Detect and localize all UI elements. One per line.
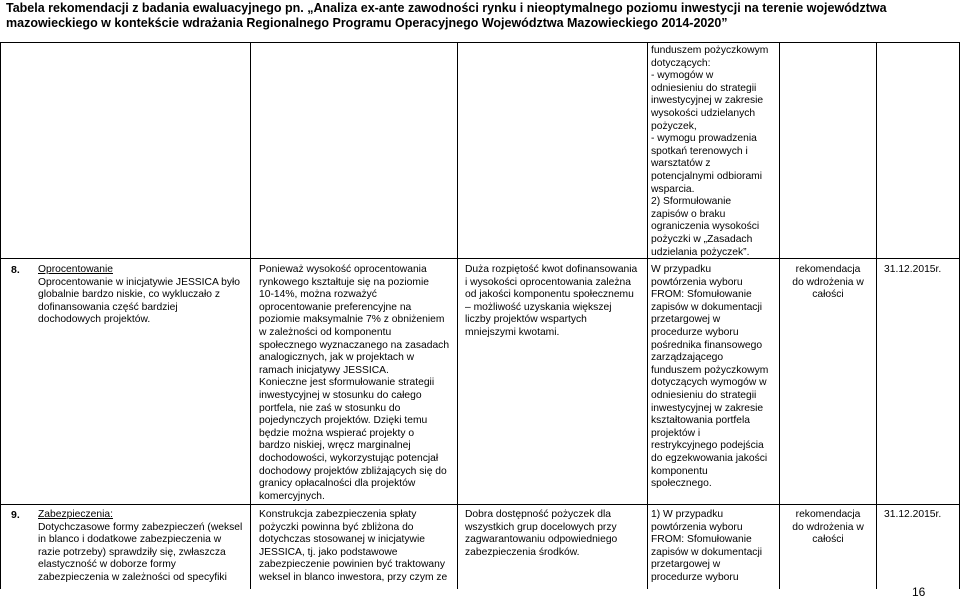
text-line: funduszem pożyczkowym bbox=[651, 364, 769, 376]
text-line: mniejszymi kwotami. bbox=[465, 327, 560, 338]
text-line: pożyczki w „Zasadach bbox=[651, 234, 753, 245]
text-line: 1) W przypadku bbox=[651, 509, 724, 520]
text-line: całości bbox=[812, 534, 844, 546]
text-line: do wdrożenia w bbox=[792, 521, 864, 533]
column-divider bbox=[779, 42, 780, 589]
text-line: FROM: Sfomułowanie bbox=[651, 534, 752, 546]
row-title: Zabezpieczenia: bbox=[38, 509, 113, 520]
text-line: komercyjnych. bbox=[259, 490, 325, 502]
text-line: rekomendacja bbox=[795, 264, 861, 275]
text-line: przetargowej w bbox=[651, 559, 721, 571]
text-line: ramach inicjatywy JESSICA. bbox=[259, 364, 389, 376]
text-line: do wdrożenia w bbox=[792, 276, 864, 288]
text-line: do egzekwowania jakości bbox=[651, 453, 768, 464]
row-divider bbox=[0, 504, 960, 505]
text-line: społecznego wyznaczanego na zasadach bbox=[259, 339, 450, 351]
text-line: dochodowy projektów zbliżających się do bbox=[259, 465, 447, 477]
text-line: odniesieniu do strategii bbox=[651, 390, 757, 401]
text-line: Oprocentowanie w inicjatywie JESSICA było bbox=[38, 276, 241, 288]
text-line: całości bbox=[812, 289, 844, 301]
row-number: 9. bbox=[11, 509, 20, 521]
row-divider bbox=[0, 258, 960, 259]
text-line: od jakości komponentu społecznemu bbox=[465, 289, 634, 301]
header-line-1: Tabela rekomendacji z badania ewaluacyjnego pn. „Analiza ex-ante zawodności rynku i nieoptymalnego poziomu inwestycji na terenie województwa bbox=[6, 1, 887, 15]
text-line: – możliwość uzyskania większej bbox=[465, 301, 612, 313]
text-line: zapisów w dokumentacji bbox=[651, 301, 763, 313]
text-line: komponentu bbox=[651, 465, 708, 477]
text-line: dotychczas stosowanej w inicjatywie bbox=[259, 534, 425, 546]
page-number: 16 bbox=[912, 585, 926, 599]
text-line: zagwarantowaniu odpowiedniego bbox=[465, 534, 618, 546]
text-line: procedurze wyboru bbox=[651, 327, 739, 338]
text-line: dochodowości, wykorzystując potencjał bbox=[259, 453, 439, 464]
text-line: powtórzenia wyboru bbox=[651, 521, 743, 533]
text-line: elastyczność w doborze formy bbox=[38, 559, 176, 571]
text-line: globalnie bardzo niskie, co wykluczało z bbox=[38, 289, 221, 301]
text-line: pośrednika finansowego bbox=[651, 339, 763, 351]
text-line: - wymogów w bbox=[651, 70, 714, 82]
table-top-border bbox=[0, 42, 960, 43]
text-line: będzie można wspierać projekty o bbox=[259, 427, 415, 439]
row-number: 8. bbox=[11, 264, 20, 276]
text-line: JESSICA, tj. jako podstawowe bbox=[259, 546, 398, 558]
text-line: projektów i bbox=[651, 427, 701, 439]
text-line: zabezpieczenia środków. bbox=[465, 546, 580, 558]
text-line: Konstrukcja zabezpieczenia spłaty bbox=[259, 509, 417, 520]
text-line: wysokości udzielanych bbox=[651, 108, 756, 119]
text-line: bardzo niskiej, wręcz marginalnej bbox=[259, 440, 411, 452]
text-line: w zależności od komponentu bbox=[259, 327, 392, 338]
text-line: razie potrzeby) sprawdziły się, zwłaszcza bbox=[38, 546, 226, 558]
text-line: dotyczących: bbox=[651, 57, 711, 69]
text-line: - wymogu prowadzenia bbox=[651, 133, 757, 145]
text-line: Dotychczasowe formy zabezpieczeń (weksel bbox=[38, 521, 243, 533]
text-line: weksel in blanco inwestora, przy czym ze bbox=[259, 572, 448, 583]
text-line: liczby projektów wspartych bbox=[465, 314, 587, 326]
column-divider bbox=[457, 42, 458, 589]
text-line: pożyczki powinna być zbliżona do bbox=[259, 521, 414, 533]
document-header bbox=[6, 1, 956, 30]
text-line: 10-14%, można rozważyć bbox=[259, 289, 377, 301]
text-line: funduszem pożyczkowym bbox=[651, 45, 769, 56]
text-line: procedurze wyboru bbox=[651, 572, 739, 583]
text-line: Konieczne jest sformułowanie strategii bbox=[259, 377, 435, 389]
text-line: wsparcia. bbox=[651, 183, 695, 195]
text-line: rynkowego kształtuje się na poziomie bbox=[259, 276, 429, 288]
text-line: przetargowej w bbox=[651, 314, 721, 326]
text-line: spotkań terenowych i bbox=[651, 145, 748, 157]
text-line: udzielania pożyczek”. bbox=[651, 246, 750, 258]
text-line: warsztatów z bbox=[651, 158, 711, 170]
text-line: pożyczek, bbox=[651, 120, 697, 132]
text-line: pojedynczych projektów. Dzięki temu bbox=[259, 415, 428, 427]
text-line: Dobra dostępność pożyczek dla bbox=[465, 509, 611, 520]
text-line: W przypadku bbox=[651, 264, 712, 275]
text-line: potencjalnymi odbiorami bbox=[651, 171, 763, 182]
row-deadline: 31.12.2015r. bbox=[884, 509, 942, 520]
text-line: portfela, nie zaś w stosunku do bbox=[259, 402, 401, 414]
text-line: zarządzającego bbox=[651, 352, 724, 364]
text-line: inwestycyjnej w zakresie bbox=[651, 95, 764, 107]
text-line: wszystkich grup docelowych przy bbox=[465, 521, 617, 533]
column-divider bbox=[250, 42, 251, 589]
text-line: analogicznych, jak w projektach w bbox=[259, 352, 415, 364]
text-line: FROM: Sfomułowanie bbox=[651, 289, 752, 301]
column-divider bbox=[876, 42, 877, 589]
text-line: oprocentowanie preferencyjne na bbox=[259, 301, 412, 313]
text-line: zapisów w dokumentacji bbox=[651, 546, 763, 558]
text-line: społecznego. bbox=[651, 478, 712, 490]
text-line: zabezpieczenia w zależności od specyfiki bbox=[38, 572, 227, 583]
text-line: inwestycyjnej w stosunku do całego bbox=[259, 390, 422, 401]
text-line: 2) Sformułowanie bbox=[651, 196, 732, 208]
text-line: kształtowania portfela bbox=[651, 415, 751, 427]
text-line: restrykcyjnego podejścia bbox=[651, 440, 764, 452]
text-line: powtórzenia wyboru bbox=[651, 276, 743, 288]
text-line: Duża rozpiętość kwot dofinansowania bbox=[465, 264, 638, 275]
text-line: dochodowych projektów. bbox=[38, 314, 151, 326]
text-line: in blanco i dodatkowe zabezpieczenia w bbox=[38, 534, 222, 546]
text-line: granicy opłacalności dla projektów bbox=[259, 478, 416, 490]
text-line: ograniczenia wysokości bbox=[651, 221, 760, 233]
row-deadline: 31.12.2015r. bbox=[884, 264, 942, 275]
text-line: poziomie maksymalnie 7% z obniżeniem bbox=[259, 314, 445, 326]
text-line: dotyczących wymogów w bbox=[651, 377, 767, 389]
text-line: odniesieniu do strategii bbox=[651, 82, 757, 94]
text-line: dofinansowania część bardziej bbox=[38, 301, 178, 313]
text-line: zapisów o braku bbox=[651, 208, 726, 220]
text-line: inwestycyjnej w zakresie bbox=[651, 402, 764, 414]
text-line: Ponieważ wysokość oprocentowania bbox=[259, 264, 427, 275]
text-line: i wysokości oprocentowania zależna bbox=[465, 276, 631, 288]
header-line-2: mazowieckiego w kontekście wdrażania Regionalnego Programu Operacyjnego Województwa Mazowieckiego 2014-2020” bbox=[6, 15, 728, 30]
column-divider bbox=[0, 42, 1, 589]
column-divider bbox=[647, 42, 648, 589]
text-line: rekomendacja bbox=[795, 509, 861, 520]
text-line: zabezpieczenie powinien być traktowany bbox=[259, 559, 446, 571]
row-title: Oprocentowanie bbox=[38, 264, 113, 275]
